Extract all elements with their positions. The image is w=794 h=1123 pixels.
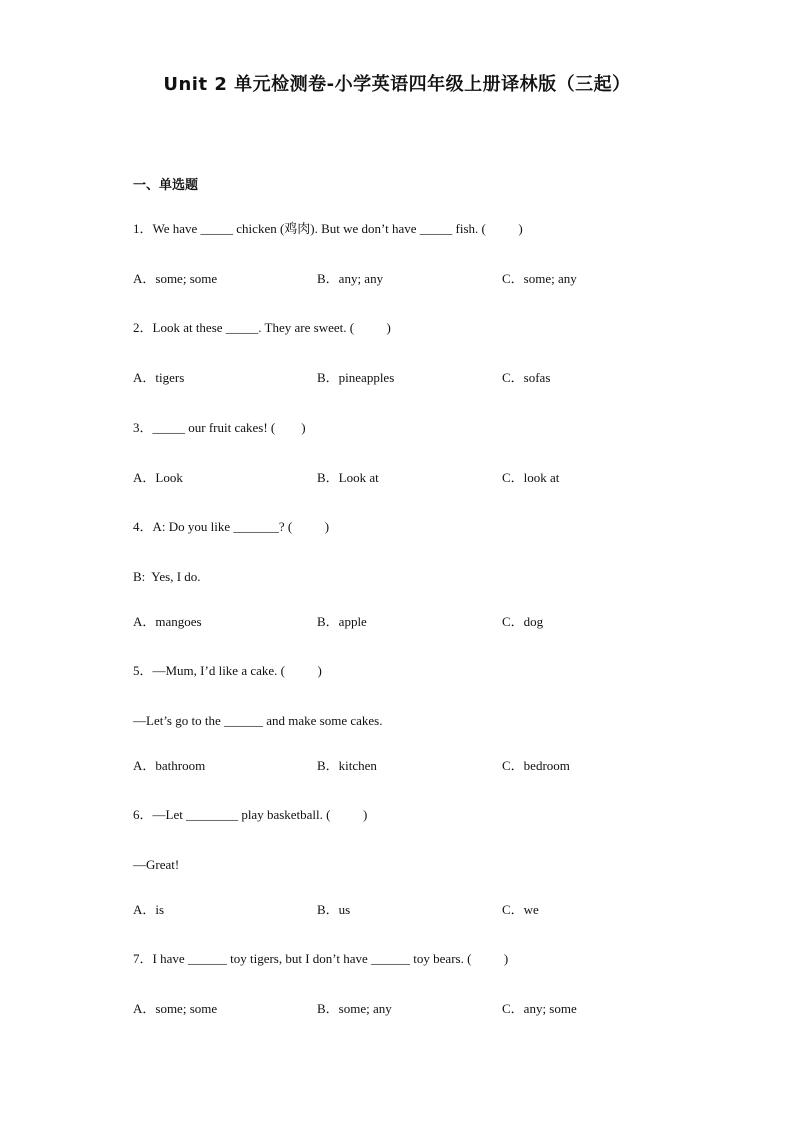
question-4-option-b[interactable]: B．apple: [317, 614, 367, 629]
question-6-stem: 6．—Let ________ play basketball. ( ): [133, 807, 368, 822]
question-6-option-a[interactable]: A．is: [133, 902, 165, 917]
question-7-stem: 7．I have ______ toy tigers, but I don’t have ______ toy bears. ( ): [133, 951, 509, 966]
question-7-option-b[interactable]: B．some; any: [317, 1001, 392, 1016]
question-5-option-c[interactable]: C．bedroom: [502, 758, 570, 773]
question-3-option-a[interactable]: A．Look: [133, 470, 183, 485]
document-title: Unit 2 单元检测卷-小学英语四年级上册译林版（三起）: [163, 74, 631, 95]
question-3-option-b[interactable]: B．Look at: [317, 470, 379, 485]
question-3-option-c[interactable]: C．look at: [502, 470, 560, 485]
question-7-option-a[interactable]: A．some; some: [133, 1001, 218, 1016]
question-1-stem: 1．We have _____ chicken (鸡肉). But we don’t have _____ fish. ( ): [133, 221, 523, 236]
question-2-stem: 2．Look at these _____. They are sweet. ( ): [133, 320, 391, 335]
question-4-stem: 4．A: Do you like _______? ( ): [133, 519, 330, 534]
question-4-option-c[interactable]: C．dog: [502, 614, 544, 629]
question-2-option-c[interactable]: C．sofas: [502, 370, 551, 385]
question-2-option-a[interactable]: A．tigers: [133, 370, 185, 385]
question-1-option-a[interactable]: A．some; some: [133, 271, 218, 286]
question-5-option-b[interactable]: B．kitchen: [317, 758, 377, 773]
question-1-option-b[interactable]: B．any; any: [317, 271, 384, 286]
question-7-option-c[interactable]: C．any; some: [502, 1001, 577, 1016]
question-5-stem: 5．—Mum, I’d like a cake. ( ): [133, 663, 322, 678]
question-1-option-c[interactable]: C．some; any: [502, 271, 577, 286]
question-6-option-c[interactable]: C．we: [502, 902, 539, 917]
question-5-option-a[interactable]: A．bathroom: [133, 758, 206, 773]
question-4-dialogue: B: Yes, I do.: [133, 569, 201, 584]
question-5-dialogue: —Let’s go to the ______ and make some cakes.: [133, 713, 383, 728]
question-6-dialogue: —Great!: [133, 857, 180, 872]
question-3-stem: 3．_____ our fruit cakes! ( ): [133, 420, 306, 435]
section-heading: 一、单选题: [133, 178, 199, 193]
question-4-option-a[interactable]: A．mangoes: [133, 614, 202, 629]
question-2-option-b[interactable]: B．pineapples: [317, 370, 395, 385]
question-6-option-b[interactable]: B．us: [317, 902, 351, 917]
